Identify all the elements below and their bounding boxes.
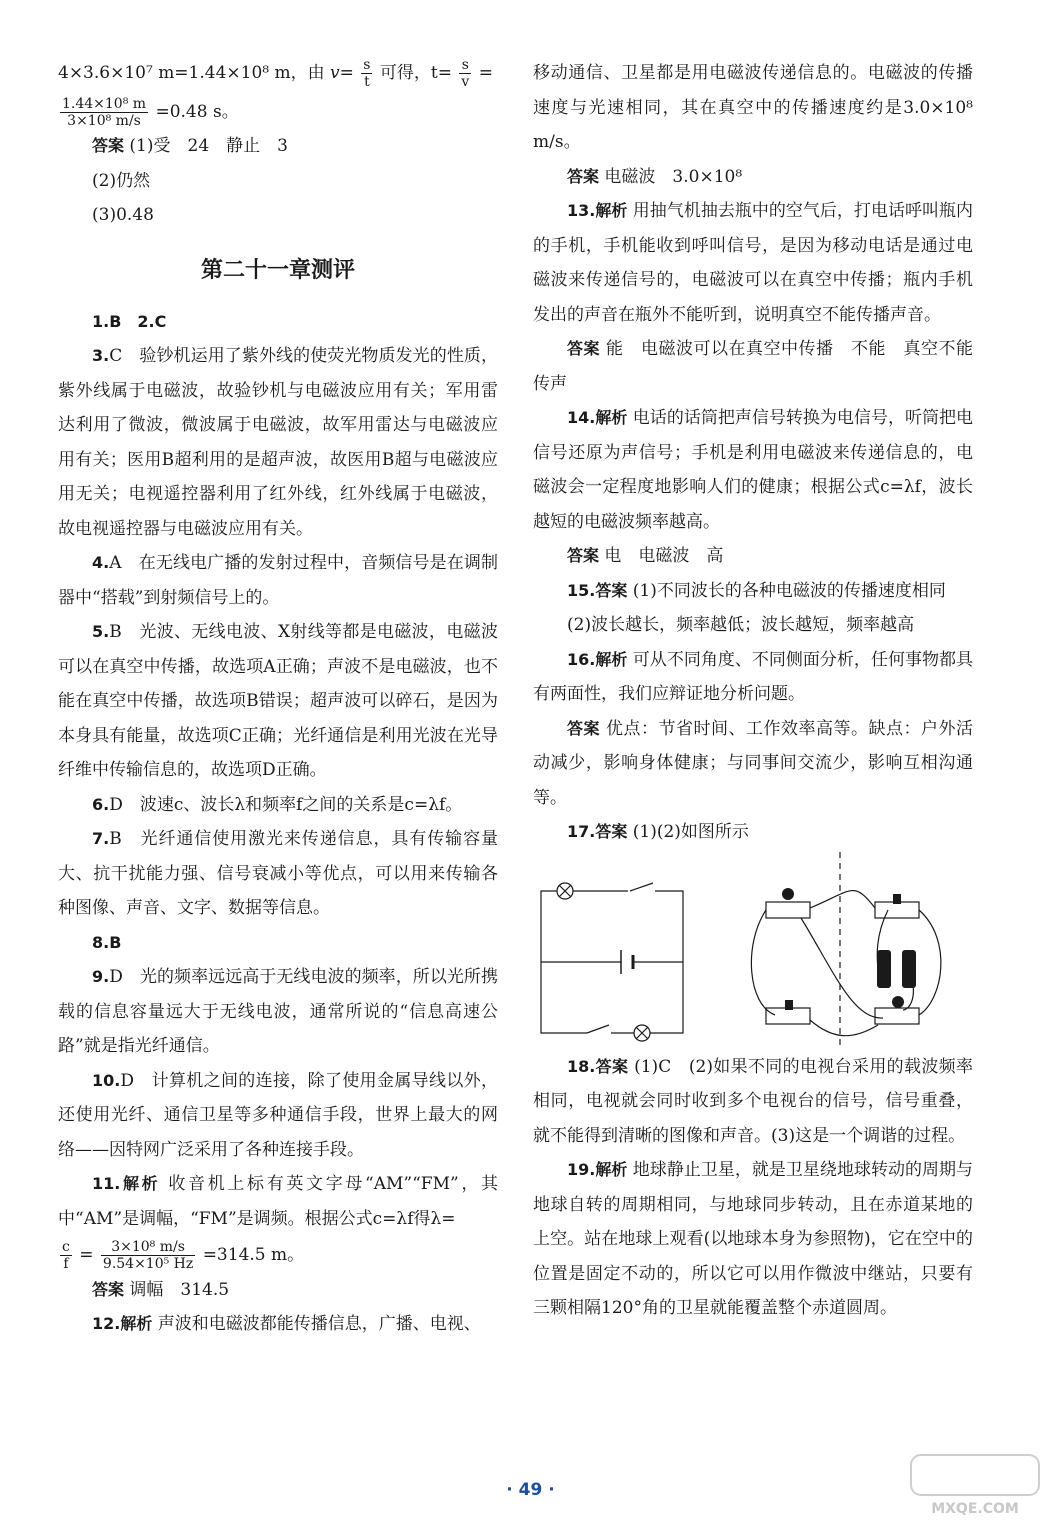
calc-result: =0.48 s。 [155, 101, 239, 122]
analysis-label: 解析 [120, 1314, 153, 1333]
answer-label: 答案 [595, 822, 628, 841]
question-10 [58, 1064, 498, 1168]
answer-label: 答案 [92, 1279, 125, 1299]
board-bottom-right [875, 1008, 919, 1024]
battery-cell-2 [902, 950, 916, 988]
question-7 [58, 822, 498, 926]
battery-cell-1 [877, 950, 891, 988]
question-number: 16. [567, 649, 596, 669]
switch-1-blade [630, 883, 653, 891]
frac-num: 1.44×10⁸ m [62, 95, 147, 112]
board-top-right [875, 902, 919, 918]
question-text: 可从不同角度、不同侧面分析，任何事物都具有两面性，我们应辩证地分析问题。 [533, 649, 973, 704]
answer-text: 优点：节省时间、工作效率高等。缺点：户外活动减少，影响身体健康；与同事间交流少，影响互相沟通等。 [533, 718, 974, 808]
switch-bottom-left [785, 1000, 793, 1010]
switch-2-blade [587, 1025, 609, 1033]
question-6 [58, 788, 498, 823]
fraction-s-over-t [361, 57, 372, 90]
frac-num: c [62, 1239, 70, 1255]
question-text: A 在无线电广播的发射过程中，音频信号是在调制器中“搭载”到射频信号上的。 [58, 553, 498, 608]
fraction-distance-speed [60, 96, 148, 129]
analysis-label: 解析 [595, 201, 628, 220]
answer-text: (1)受 24 静止 3 [129, 136, 288, 156]
wire-left-loop [751, 910, 775, 1015]
answer-text: (1)C (2)如果不同的电视台采用的载波频率相同，电视就会同时收到多个电视台的信号，信号重叠，就不能得到清晰的图像和声音。(3)这是一个调谐的过程。 [533, 1056, 973, 1146]
fraction-values [101, 1239, 195, 1272]
calc-line-2 [58, 95, 498, 130]
question-number: 18. [567, 1056, 596, 1076]
answer-label: 答案 [567, 718, 601, 738]
answer-label: 答案 [92, 136, 125, 155]
circuit-diagram [533, 850, 973, 1050]
analysis-label: 解析 [595, 408, 628, 427]
question-number: 4. [92, 553, 110, 572]
question-number: 12. [92, 1314, 121, 1333]
switch-top-right [893, 894, 901, 904]
question-number: 6. [92, 794, 110, 814]
analysis-label: 解析 [595, 1160, 628, 1179]
question-text: D 波速c、波长λ和频率f之间的关系是c=λf。 [109, 794, 463, 815]
left-column [58, 56, 498, 1342]
board-top-left [766, 902, 810, 918]
q14-answer [533, 539, 973, 574]
watermark-logo [907, 1451, 1047, 1526]
frac-den: v [461, 74, 470, 90]
calc-text: 4×3.6×10⁷ m=1.44×10⁸ m，由 [58, 63, 325, 83]
question-number: 19. [567, 1160, 596, 1179]
question-text: D 计算机之间的连接，除了使用金属导线以外，还使用光纤、通信卫星等多种通信手段，世界上最大的网络——因特网广泛采用了各种连接手段。 [58, 1070, 498, 1160]
formula-eq: = [79, 1245, 94, 1265]
analysis-label: 解析 [120, 1174, 161, 1193]
question-5 [58, 615, 498, 788]
question-text: 电话的话筒把声信号转换为电信号，听筒把电信号还原为声信号；手机是利用电磁波来传递信息的，电磁波会一定程度地影响人们的健康；根据公式c=λf，波长越短的电磁波频率越高。 [533, 408, 973, 532]
answer-line-3: (3)0.48 [92, 205, 154, 225]
question-3 [58, 339, 498, 546]
frac-den: f [63, 1256, 69, 1272]
question-11 [58, 1167, 498, 1236]
frac-den: 9.54×10⁵ Hz [102, 1256, 194, 1272]
answer-label: 答案 [595, 1056, 629, 1076]
right-column [533, 56, 973, 1326]
question-number: 11. [92, 1174, 121, 1193]
question-19 [533, 1153, 973, 1326]
answer-label: 答案 [567, 546, 600, 565]
question-number: 3. [92, 346, 110, 365]
wire-bottom [810, 1020, 878, 1036]
fraction-c-over-f [60, 1239, 72, 1272]
lamp-1-cross [559, 885, 571, 897]
board-bottom-left [766, 1008, 810, 1024]
q13-answer [533, 332, 973, 401]
answer-text: (1)(2)如图所示 [632, 822, 749, 842]
question-9 [58, 960, 498, 1064]
wire-top [810, 890, 875, 907]
question-18 [533, 1050, 973, 1154]
q11-formula [58, 1238, 498, 1273]
answer-label: 答案 [595, 580, 628, 600]
question-12 [58, 1307, 498, 1342]
frac-den: 3×10⁸ m/s [67, 112, 141, 129]
question-number: 13. [567, 201, 596, 220]
answer-text: 能 电磁波可以在真空中传播 不能 真空不能传声 [533, 339, 974, 394]
question-text: 收音机上标有英文字母“AM”“FM”，其中“AM”是调幅，“FM”是调频。根据公式c=λf得λ= [58, 1174, 498, 1229]
q15-answer-2: (2)波长越长，频率越低；波长越短，频率越高 [567, 615, 915, 635]
lamp-2-cross [636, 1027, 648, 1039]
fraction-s-over-v [459, 57, 471, 90]
question-text: C 验钞机运用了紫外线的使荧光物质发光的性质，紫外线属于电磁波，故验钞机与电磁波应用有关；军用雷达利用了微波，微波属于电磁波，故军用雷达与电磁波应用有关；医用B超利用的是超声波，故医用B超与电磁波应用无关；电视遥控器利用了红外线，红外线属于电磁波，故电视遥控器与电磁波应用有关。 [58, 346, 498, 539]
answer-line-1 [58, 129, 498, 164]
calc-mid: 可得，t= [379, 63, 452, 83]
formula-result: =314.5 m。 [202, 1245, 305, 1265]
frac-num: s [363, 57, 371, 73]
chapter-title: 第二十一章测评 [200, 257, 355, 283]
answer-label: 答案 [567, 166, 600, 186]
q11-answer [58, 1273, 498, 1308]
question-text: B 光纤通信使用激光来传递信息，具有传输容量大、抗干扰能力强、信号衰减小等优点，可以用来传输各种图像、声音、文字、数据等信息。 [58, 829, 498, 918]
answer-text: 电 电磁波 高 [604, 546, 724, 566]
bulb-bottom-right [892, 996, 904, 1008]
question-14 [533, 401, 973, 539]
question-8: 8.B [92, 932, 122, 952]
answer-text: (1)不同波长的各种电磁波的传播速度相同 [632, 580, 946, 601]
watermark-text: MXQE.COM [931, 1501, 1019, 1517]
question-1-2: 1.B 2.C [92, 311, 167, 331]
question-text: D 光的频率远远高于无线电波的频率，所以光所携载的信息容量远大于无线电波，通常所说的“信息高速公路”就是指光纤通信。 [58, 967, 498, 1056]
frac-den: t [364, 74, 370, 90]
page-number: · 49 · [506, 1480, 555, 1500]
bulb-top-left [782, 888, 794, 900]
question-number: 14. [567, 408, 596, 427]
question-13 [533, 194, 973, 332]
calc-v: v= [330, 63, 354, 83]
question-number: 5. [92, 622, 110, 641]
q16-answer [533, 712, 973, 816]
question-17 [533, 815, 973, 850]
calc-line [58, 56, 498, 91]
answer-line-2: (2)仍然 [92, 170, 151, 191]
q12-answer [533, 160, 973, 195]
answer-label: 答案 [567, 339, 601, 358]
question-number: 17. [567, 822, 596, 841]
frac-num: s [459, 57, 471, 74]
answer-text: 电磁波 3.0×10⁸ [604, 166, 743, 187]
wire-cross [801, 918, 883, 1018]
question-text: 声波和电磁波都能传播信息，广播、电视、 [157, 1314, 481, 1334]
question-15 [533, 574, 973, 609]
wire-right-loop [919, 910, 941, 1015]
question-4 [58, 546, 498, 615]
question-text: B 光波、无线电波、X射线等都是电磁波，电磁波可以在真空中传播，故选项A正确；声波不是电磁波，也不能在真空中传播，故选项B错误；超声波可以碎石，是因为本身具有能量，故选项C正确；光纤通信是利用光波在光导纤维中传输信息的，故选项D正确。 [58, 622, 498, 780]
question-text: 地球静止卫星，就是卫星绕地球转动的周期与地球自转的周期相同，与地球同步转动，且在赤道某地的上空。站在地球上观看(以地球本身为参照物)，它在空中的位置是固定不动的，所以它可以用作微波中继站，只要有三颗相隔120°角的卫星就能覆盖整个赤道圆周。 [533, 1160, 973, 1318]
question-number: 10. [92, 1070, 121, 1090]
question-text: 用抽气机抽去瓶中的空气后，打电话呼叫瓶内的手机，手机能收到呼叫信号，是因为移动电话是通过电磁波来传递信号的，电磁波可以在真空中传播；瓶内手机发出的声音在瓶外不能听到，说明真空不能传播声音。 [533, 201, 973, 325]
question-12-continued: 移动通信、卫星都是用电磁波传递信息的。电磁波的传播速度与光速相同，其在真空中的传播速度约是3.0×10⁸ m/s。 [533, 63, 973, 152]
analysis-label: 解析 [595, 649, 628, 669]
calc-eq: = [478, 63, 493, 83]
question-16 [533, 643, 973, 712]
answer-text: 调幅 314.5 [129, 1279, 230, 1300]
question-number: 9. [92, 967, 110, 986]
question-number: 7. [92, 829, 110, 848]
circuit-figure [533, 850, 973, 1050]
frac-num: 3×10⁸ m/s [101, 1239, 195, 1256]
question-number: 15. [567, 580, 596, 600]
